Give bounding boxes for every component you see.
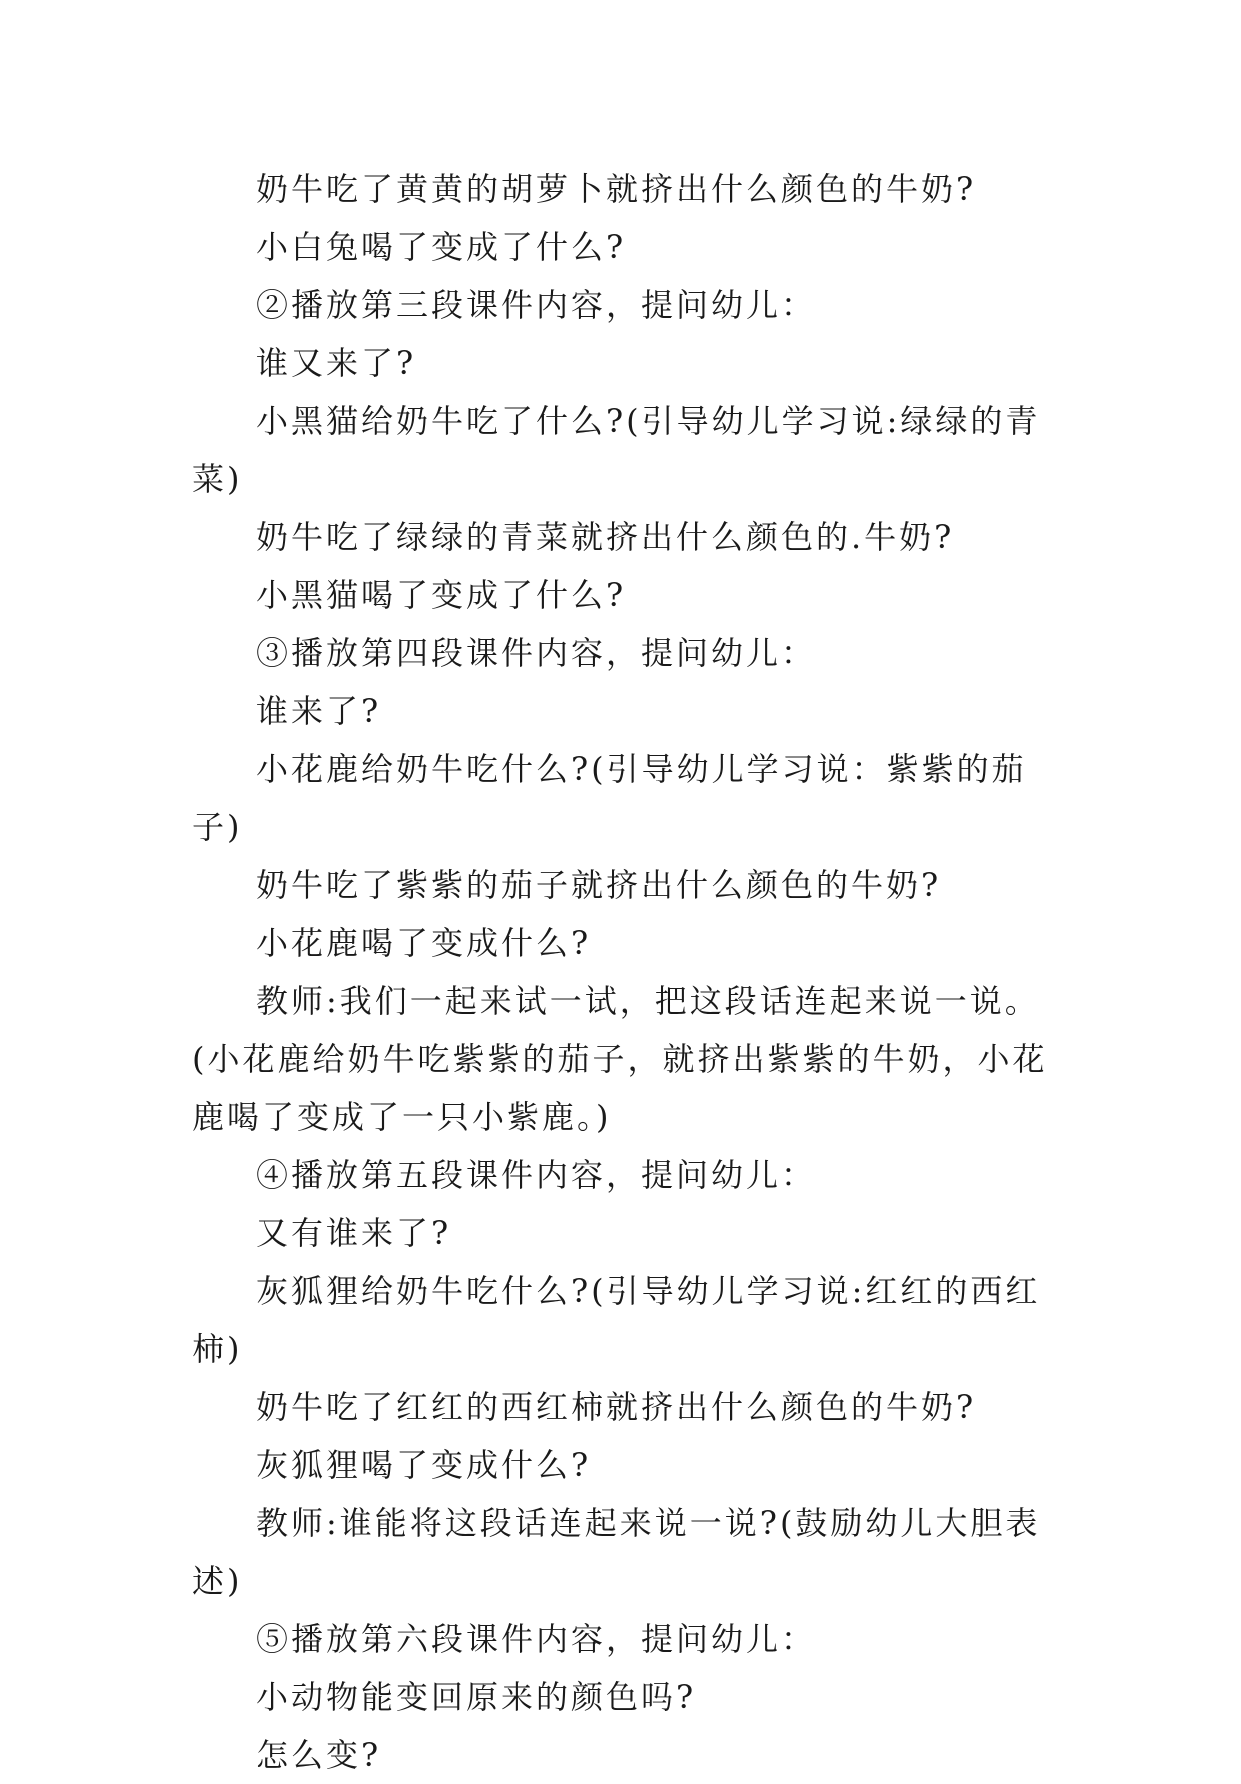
paragraph: 谁又来了?: [256, 344, 417, 382]
paragraph: 奶牛吃了绿绿的青菜就挤出什么颜色的.牛奶?: [256, 518, 955, 556]
paragraph: ②播放第三段课件内容，提问幼儿：: [256, 286, 817, 324]
paragraph: 小黑猫喝了变成了什么?: [256, 576, 627, 614]
paragraph: 谁来了?: [256, 692, 382, 730]
paragraph: 奶牛吃了紫紫的茄子就挤出什么颜色的牛奶?: [256, 866, 942, 904]
paragraph: ⑤播放第六段课件内容，提问幼儿：: [256, 1620, 817, 1658]
paragraph: 奶牛吃了黄黄的胡萝卜就挤出什么颜色的牛奶?: [256, 170, 977, 208]
paragraph: ④播放第五段课件内容，提问幼儿：: [256, 1156, 817, 1194]
paragraph: ③播放第四段课件内容，提问幼儿：: [256, 634, 817, 672]
paragraph: 灰狐狸给奶牛吃什么?(引导幼儿学习说:红红的西红柿): [192, 1272, 1041, 1368]
paragraph: 又有谁来了?: [256, 1214, 452, 1252]
paragraph: 小黑猫给奶牛吃了什么?(引导幼儿学习说:绿绿的青菜): [192, 402, 1041, 498]
paragraph: 小白兔喝了变成了什么?: [256, 228, 627, 266]
paragraph: 奶牛吃了红红的西红柿就挤出什么颜色的牛奶?: [256, 1388, 977, 1426]
paragraph: 小花鹿给奶牛吃什么?(引导幼儿学习说：紫紫的茄子): [192, 750, 1027, 846]
paragraph: 教师:我们一起来试一试，把这段话连起来说一说。(小花鹿给奶牛吃紫紫的茄子，就挤出紫紫的牛奶，小花鹿喝了变成了一只小紫鹿。): [192, 982, 1048, 1136]
document-body: [192, 160, 1054, 1784]
paragraph: 小动物能变回原来的颜色吗?: [256, 1678, 697, 1716]
paragraph: 怎么变?: [256, 1736, 382, 1774]
paragraph: 小花鹿喝了变成什么?: [256, 924, 592, 962]
paragraph: 灰狐狸喝了变成什么?: [256, 1446, 592, 1484]
paragraph: 教师:谁能将这段话连起来说一说?(鼓励幼儿大胆表述): [192, 1504, 1041, 1600]
